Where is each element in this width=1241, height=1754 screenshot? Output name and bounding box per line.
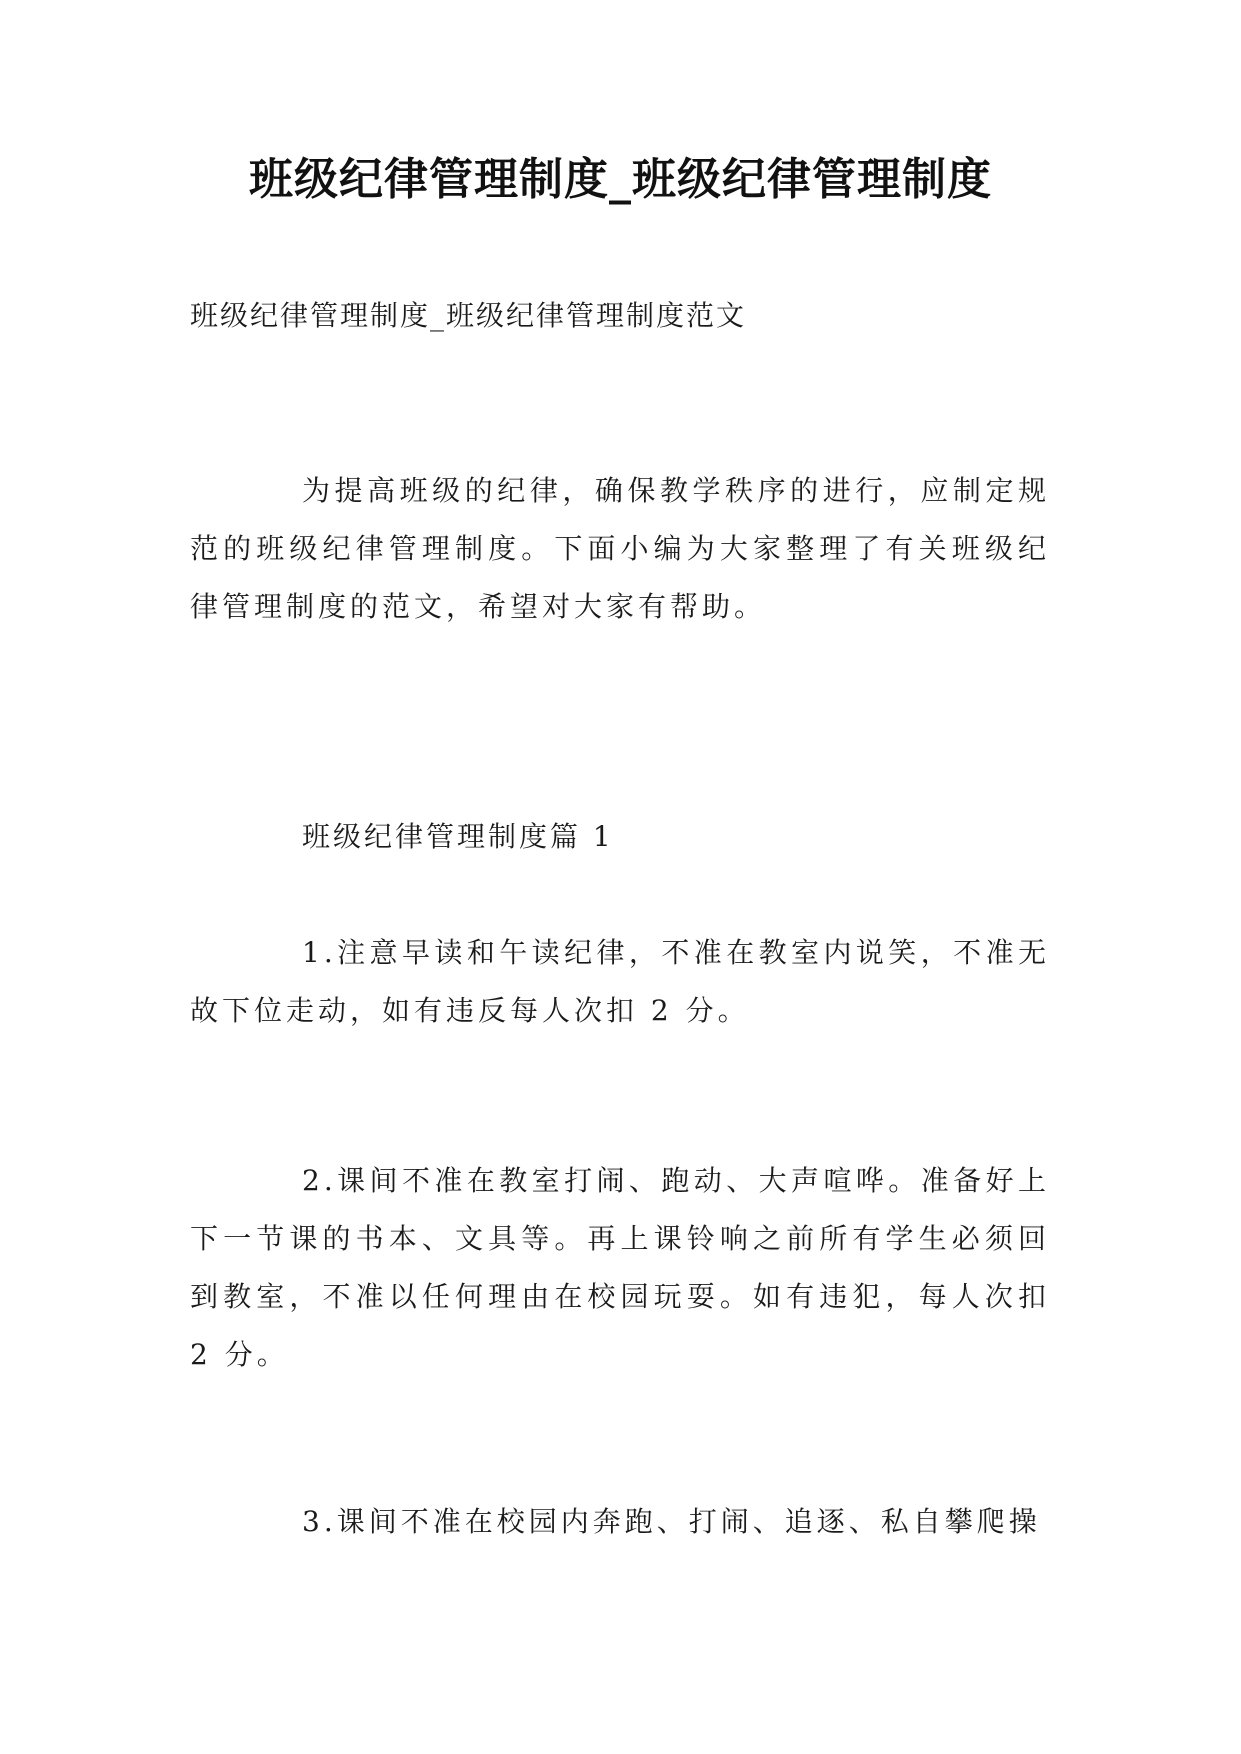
intro-paragraph: 为提高班级的纪律，确保教学秩序的进行，应制定规范的班级纪律管理制度。下面小编为大家整理了有关班级纪律管理制度的范文，希望对大家有帮助。 bbox=[190, 474, 1050, 623]
section-heading: 班级纪律管理制度篇 1 bbox=[302, 820, 614, 853]
rule-item: 1.注意早读和午读纪律，不准在教室内说笑，不准无故下位走动，如有违反每人次扣 2 分。 bbox=[190, 936, 1050, 1027]
rule-item: 2.课间不准在教室打闹、跑动、大声喧哗。准备好上下一节课的书本、文具等。再上课铃响之前所有学生必须回到教室，不准以任何理由在校园玩耍。如有违犯，每人次扣 2 分。 bbox=[190, 1164, 1050, 1371]
document-title: 班级纪律管理制度_班级纪律管理制度 bbox=[249, 154, 992, 205]
document-subtitle: 班级纪律管理制度_班级纪律管理制度范文 bbox=[190, 299, 747, 332]
rule-item: 3.课间不准在校园内奔跑、打闹、追逐、私自攀爬操 bbox=[302, 1505, 1041, 1538]
